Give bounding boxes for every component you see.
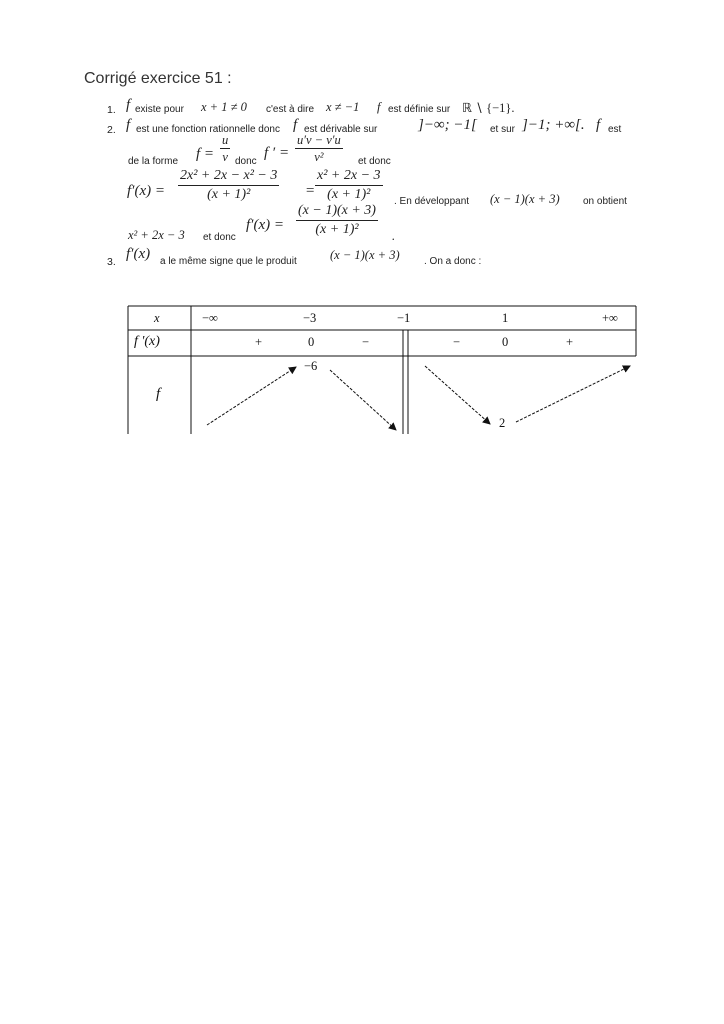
text: est — [608, 124, 622, 135]
x-value-plus-infinity: +∞ — [602, 311, 618, 325]
arrow-decreasing-1 — [330, 370, 396, 430]
row-label-fprime: f '(x) — [134, 334, 160, 349]
sign-plus: + — [566, 335, 574, 349]
x-value-minus-1: −1 — [397, 311, 411, 325]
math-f: f — [126, 117, 131, 133]
denominator: v² — [314, 150, 324, 164]
math-fprime-x: f′(x) = — [127, 183, 165, 199]
math-interval: ]−1; +∞[. — [522, 117, 585, 133]
numerator: u′v − v′u — [297, 133, 341, 147]
math-product: (x − 1)(x + 3) — [490, 192, 560, 206]
arrow-decreasing-2 — [425, 366, 490, 424]
math-f: f — [293, 117, 298, 133]
math-f: f — [126, 97, 131, 113]
sign-zero: 0 — [308, 335, 315, 349]
math-expression: x + 1 ≠ 0 — [201, 100, 247, 114]
text: est une fonction rationnelle donc — [136, 124, 280, 135]
math-fprime-x: f′(x) — [126, 246, 151, 262]
text: on obtient — [583, 196, 627, 207]
page-title: Corrigé exercice 51 : — [84, 70, 232, 87]
math-equals: = — [305, 183, 316, 199]
numerator: u — [222, 133, 229, 147]
math-expression: x ≠ −1 — [326, 100, 360, 114]
item-number-2: 2. — [107, 124, 116, 136]
math-f: f — [596, 117, 601, 133]
sign-plus: + — [255, 335, 263, 349]
text: et donc — [203, 232, 236, 243]
text: et sur — [490, 124, 516, 135]
math-domain: ℝ ∖ {−1}. — [462, 101, 515, 115]
sign-zero: 0 — [502, 335, 509, 349]
f-value-local-min: 2 — [499, 416, 506, 430]
denominator: (x + 1)² — [327, 187, 371, 202]
numerator: 2x² + 2x − x² − 3 — [180, 168, 278, 183]
text: . En développant — [394, 196, 470, 207]
row-label-x: x — [154, 311, 160, 325]
text: et donc — [358, 156, 391, 167]
denominator: (x + 1)² — [207, 187, 251, 202]
text: a le même signe que le produit — [160, 256, 297, 267]
math-period: . — [392, 229, 396, 243]
x-value-minus-3: −3 — [303, 311, 317, 325]
x-value-1: 1 — [502, 311, 509, 325]
item-number-3: 3. — [107, 256, 116, 268]
denominator: v — [222, 150, 228, 164]
text: est définie sur — [388, 104, 451, 115]
text: existe pour — [135, 104, 184, 115]
item-number-1: 1. — [107, 104, 116, 116]
x-value-minus-infinity: −∞ — [202, 311, 218, 325]
text: de la forme — [128, 156, 179, 167]
math-polynomial: x² + 2x − 3 — [128, 228, 185, 242]
denominator: (x + 1)² — [315, 222, 359, 237]
math-interval: ]−∞; −1[ — [418, 117, 477, 133]
sign-minus: − — [453, 335, 461, 349]
text: est dérivable sur — [304, 124, 378, 135]
numerator: x² + 2x − 3 — [317, 168, 381, 183]
text: c'est à dire — [266, 104, 315, 115]
arrow-increasing-1 — [207, 367, 296, 425]
text: . On a donc : — [424, 256, 482, 267]
math-fprime-x: f′(x) = — [246, 217, 284, 233]
math-fprime-equals: f ′ = — [264, 145, 290, 161]
math-product: (x − 1)(x + 3) — [330, 248, 400, 262]
f-value-local-max: −6 — [304, 359, 318, 373]
sign-minus: − — [362, 335, 370, 349]
math-f-equals: f = — [196, 146, 215, 162]
text: donc — [235, 156, 257, 167]
numerator: (x − 1)(x + 3) — [298, 203, 376, 218]
math-f: f — [377, 100, 381, 114]
arrow-increasing-2 — [516, 366, 630, 422]
row-label-f: f — [156, 386, 161, 402]
